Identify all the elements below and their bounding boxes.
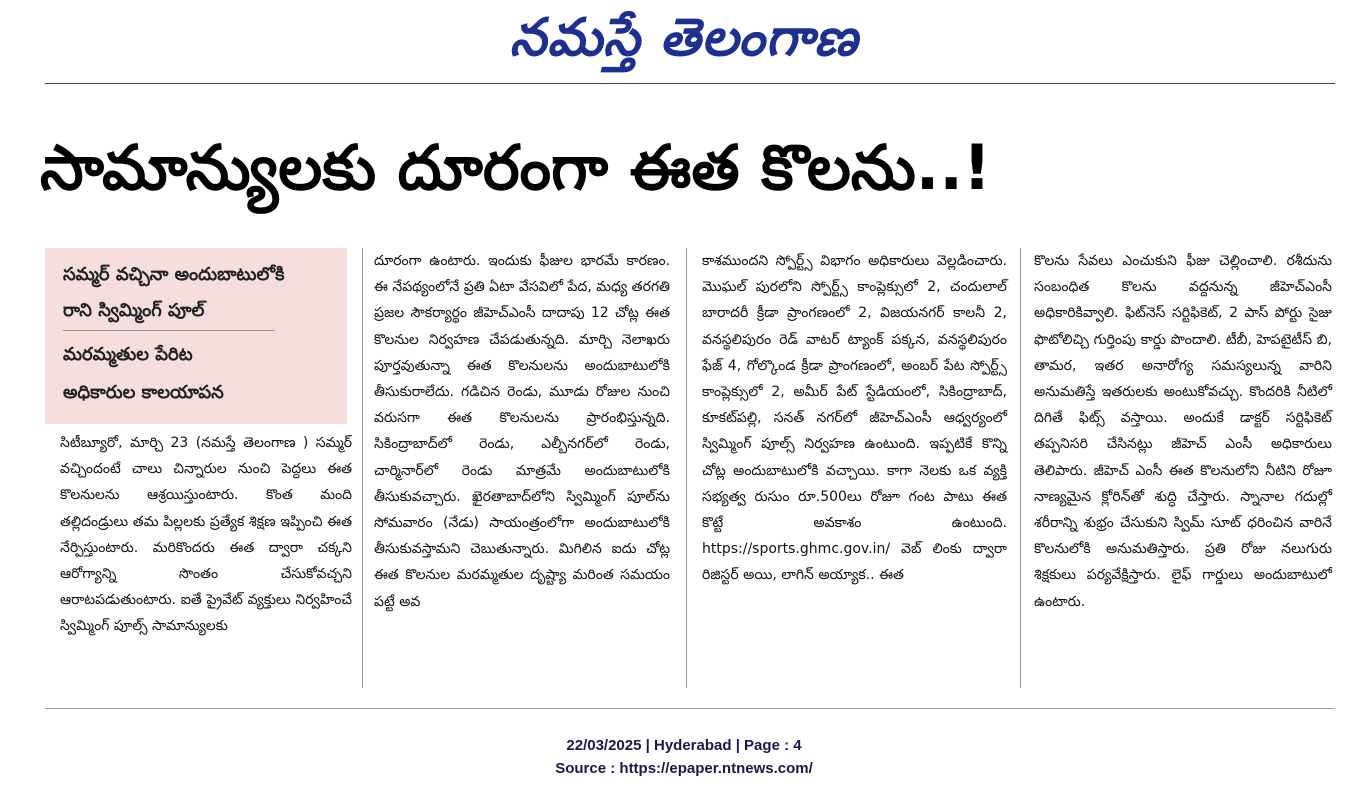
masthead-logo: నమస్తే తెలంగాణ [509, 8, 859, 68]
subheading-box [45, 248, 347, 424]
subheading-line-4: అధికారుల కాలయాపన [63, 382, 224, 403]
column-1-text: సిటీబ్యూరో, మార్చి 23 (నమస్తే తెలంగాణ ) సమ్మర్ వచ్చిందంటే చాలు చిన్నారుల నుంచి పెద్దలు ఈత కొలనులను ఆశ్రయిస్తుంటారు. కొంత మంది తల్లిదండ్రులు తమ పిల్లలకు ప్రత్యేక శిక్షణ ఇప్పించి ఈత నేర్పిస్తుంటారు. మరికొందరు ఈత ద్వారా చక్కని ఆరోగ్యాన్ని సొంతం చేసుకోవచ్చని ఆరాటపడుతుంటారు. ఐతే ప్రైవేట్ వ్యక్తులు నిర్వహించే స్విమ్మింగ్ పూల్స్ సామాన్యులకు [60, 435, 352, 635]
subheading-divider [63, 330, 275, 331]
column-4-text: కొలను సేవలు ఎంచుకుని ఫీజు చెల్లించాలి. రశీదును సంబంధిత కొలను వద్దనున్న జీహెచ్ఎంసీ అధికారికివ్వాలి. ఫిట్‌నెస్ సర్టిఫికెట్, 2 పాస్ పోర్టు సైజు ఫొటోలిచ్చి గుర్తింపు కార్డు పొందాలి. టీబీ, హెపటైటీస్ బి, తామర, ఇతర అనారోగ్య సమస్యలున్న వారిని అనుమతిస్తే ఇతరులకు అంటుకోవచ్చు. కొందరికి నీటిలో దిగితే ఫిట్స్ వస్తాయి. అందుకే డాక్టర్ సర్టిఫికెట్ తప్పనిసరి చేసినట్లు జీహెచ్ ఎంసీ అధికారులు తెలిపారు. జీహెచ్ ఎంసీ ఈత కొలనులోని నీటిని రోజూ నాణ్యమైన క్లోరిన్‌తో శుద్ధి చేస్తారు. స్నానాల గదుల్లో శరీరాన్ని శుభ్రం చేసుకుని స్విమ్ సూట్ ధరించిన వారినే కొలనులోకి అనుమతిస్తారు. ప్రతి రోజు నలుగురు శిక్షకులు పర్యవేక్షిస్తారు. లైఫ్ గార్డులు అందుబాటులో ఉంటారు. [1034, 253, 1332, 610]
article-column-2 [374, 248, 670, 615]
subheading-line-2: రాని స్విమ్మింగ్ పూల్ [63, 300, 205, 321]
footer-divider [45, 708, 1335, 709]
column-divider-1 [362, 248, 363, 688]
footer-source: Source : https://epaper.ntnews.com/ [555, 760, 813, 777]
subheading-line-3: మరమ్మతుల పేరిట [63, 344, 193, 365]
column-divider-2 [686, 248, 687, 688]
column-3-text: కాశముందని స్పోర్ట్స్ విభాగం అధికారులు వెల్లడించారు. మొఘల్ పురలోని స్పోర్ట్స్ కాంప్లెక్సులో 2, చందులాల్ బారాదరీ క్రీడా ప్రాంగణంలో 2, విజయనగర్ కాలనీ 2, వనస్థలిపురం రెడ్ వాటర్ ట్యాంక్ పక్కన, వనస్థలిపురం ఫేజ్ 4, గోల్కొండ క్రీడా ప్రాంగణంలో, అంబర్ పేట స్పోర్ట్స్ కాంప్లెక్సులో 2, అమీర్ పేట్ స్టేడియంలో, సికింద్రాబాద్, కూకట్‌పల్లి, సనత్ నగర్‌లో జీహెచ్ఎంసీ ఆధ్వర్యంలో స్విమ్మింగ్ పూల్స్ నిర్వహణ ఉంటుంది. ఇప్పటికే కొన్ని చోట్ల అందుబాటులోకి వచ్చాయి. కాగా నెలకు ఒక వ్యక్తి సభ్యత్వ రుసుం రూ.500లు రోజూ గంట పాటు ఈత కొట్టే అవకాశం ఉంటుంది. https://sports.ghmc.gov.in/ వెబ్ లింకు ద్వారా రిజిస్టర్ అయి, లాగిన్ అయ్యాక.. ఈత [702, 253, 1007, 584]
footer-dateline: 22/03/2025 | Hyderabad | Page : 4 [566, 737, 802, 754]
masthead-divider [45, 83, 1335, 84]
article-headline: సామాన్యులకు దూరంగా ఈత కొలను..! [40, 131, 992, 204]
subheading-line-1: సమ్మర్ వచ్చినా అందుబాటులోకి [63, 264, 285, 285]
article-column-3 [702, 248, 1007, 589]
column-2-text: దూరంగా ఉంటారు. ఇందుకు ఫీజుల భారమే కారణం. ఈ నేపథ్యంలోనే ప్రతి ఏటా వేసవిలో పేద, మధ్య తరగతి ప్రజల సౌకర్యార్థం జీహెచ్ఎంసీ దాదాపు 12 చోట్ల ఈత కొలనుల నిర్వహణ చేపడుతున్నది. మార్చి నెలాఖరు పూర్తవుతున్నా ఈత కొలనులను అందుబాటులోకి తీసుకురాలేదు. గడిచిన రెండు, మూడు రోజుల నుంచి వరుసగా ఈత కొలనులను ప్రారంభిస్తున్నది. సికింద్రాబాద్‌లో రెండు, ఎల్బీనగర్‌లో రెండు, చార్మినార్‌లో రెండు మాత్రమే అందుబాటులోకి తీసుకువచ్చారు. ఖైరతాబాద్‌లోని స్విమ్మింగ్ పూల్‌ను సోమవారం (నేడు) సాయంత్రంలోగా అందుబాటులోకి తీసుకువస్తామని చెబుతున్నారు. మిగిలిన ఐదు చోట్ల ఈత కొలనుల మరమ్మతుల దృష్ట్యా మరింత సమయం పట్టే అవ [374, 253, 670, 610]
article-column-4 [1034, 248, 1332, 615]
column-divider-3 [1020, 248, 1021, 688]
article-column-1 [60, 430, 352, 640]
